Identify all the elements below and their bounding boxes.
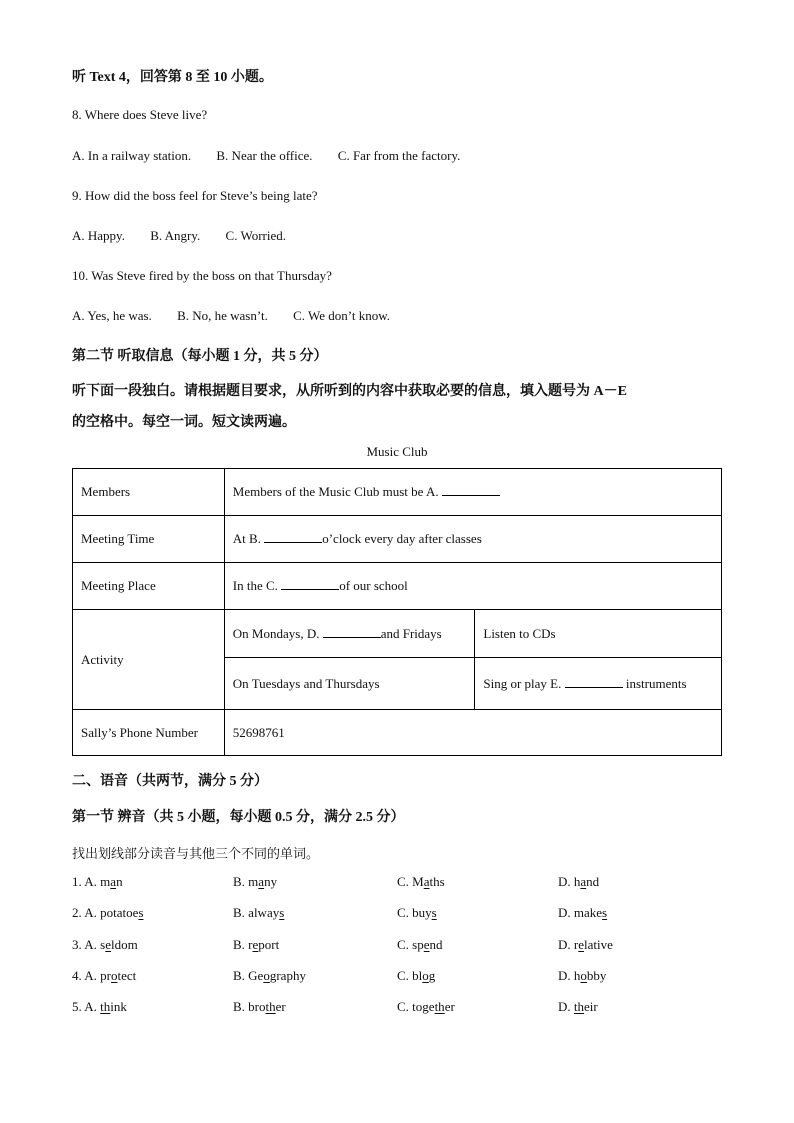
option-a <box>72 874 123 890</box>
word-part: toge <box>412 999 435 1014</box>
table-row <box>73 563 722 610</box>
word-part: s <box>100 937 106 952</box>
part2-instruction: 找出划线部分读音与其他三个不同的单词。 <box>72 846 320 861</box>
table-row <box>73 610 722 658</box>
blank-e[interactable] <box>565 676 623 688</box>
activity-2-detail: Sing or play E. instruments <box>475 658 722 710</box>
word-part: ths <box>429 874 445 889</box>
word-part: n <box>116 874 123 889</box>
time-label: Meeting Time <box>73 516 225 563</box>
blank-d[interactable] <box>323 626 381 638</box>
option-label: C. <box>397 937 413 952</box>
word-part: make <box>573 905 603 920</box>
option-d <box>558 905 607 921</box>
word-part: sp <box>412 937 424 952</box>
word-part: m <box>248 874 259 889</box>
option-d <box>558 968 606 984</box>
underlined-letters: e <box>578 937 585 952</box>
underlined-letters: th <box>265 999 276 1014</box>
question-8: 8. Where does Steve live? <box>72 107 208 122</box>
option-d <box>558 874 599 890</box>
option-b: B. Near the office. <box>216 148 313 163</box>
option-label: D. <box>558 905 574 920</box>
option-label: B. <box>233 937 249 952</box>
text4-heading: 听 Text 4，回答第 8 至 10 小题。 <box>72 70 273 85</box>
word-part: g <box>428 968 436 983</box>
activity-label: Activity <box>73 610 225 710</box>
option-a <box>72 937 138 953</box>
time-value: At B. o’clock every day after classes <box>224 516 721 563</box>
option-b <box>233 937 279 953</box>
option-label: D. <box>558 937 574 952</box>
option-c <box>397 937 443 953</box>
activity-2: On Tuesdays and Thursdays <box>224 658 475 710</box>
word-part: r <box>248 937 253 952</box>
section2-instruction-1: 听下面一段独白。请根据题目要求，从所听到的内容中获取必要的信息，填入题号为 A－E <box>72 384 627 399</box>
underlined-letters: th <box>434 999 445 1014</box>
option-label: 2. A. <box>72 905 101 920</box>
word-part: ldom <box>111 937 138 952</box>
underlined-letters: th <box>573 999 585 1014</box>
option-b <box>233 968 306 984</box>
option-label: 5. A. <box>72 999 101 1014</box>
option-b <box>233 874 277 890</box>
option-label: D. <box>558 874 574 889</box>
option-label: 3. A. <box>72 937 101 952</box>
option-label: D. <box>558 999 574 1014</box>
option-a: A. Yes, he was. <box>72 308 152 323</box>
underlined-letters: s <box>602 905 608 920</box>
word-part: ny <box>264 874 278 889</box>
phone-label: Sally’s Phone Number <box>73 710 225 756</box>
option-label: B. <box>233 905 249 920</box>
blank-a[interactable] <box>442 484 500 496</box>
music-club-table <box>72 468 722 756</box>
question-10-options <box>72 308 390 324</box>
option-label: B. <box>233 968 249 983</box>
place-value: In the C. of our school <box>224 563 721 610</box>
word-part: m <box>100 874 111 889</box>
option-b <box>233 999 286 1015</box>
table-row <box>73 469 722 516</box>
option-a <box>72 905 144 921</box>
word-part: er <box>275 999 286 1014</box>
question-8-options <box>72 148 460 164</box>
option-c: C. Worried. <box>225 228 286 243</box>
members-label: Members <box>73 469 225 516</box>
list-item <box>72 999 722 1019</box>
list-item <box>72 874 722 894</box>
option-a: A. In a railway station. <box>72 148 192 163</box>
table-title: Music Club <box>366 444 428 459</box>
option-c <box>397 968 435 984</box>
option-label: B. <box>233 999 249 1014</box>
table-row <box>73 710 722 756</box>
option-a <box>72 999 127 1015</box>
option-d <box>558 999 598 1015</box>
part2-subheading: 第一节 辨音（共 5 小题，每小题 0.5 分，满分 2.5 分） <box>72 810 405 825</box>
option-a: A. Happy. <box>72 228 125 243</box>
phone-value: 52698761 <box>224 710 721 756</box>
option-b: B. Angry. <box>150 228 201 243</box>
activity-1: On Mondays, D. and Fridays <box>224 610 475 658</box>
list-item <box>72 937 722 957</box>
underlined-letters: o <box>580 968 587 983</box>
option-label: 1. A. <box>72 874 101 889</box>
word-part: ink <box>110 999 127 1014</box>
underlined-letters: th <box>100 999 111 1014</box>
option-c <box>397 874 445 890</box>
option-label: C. <box>397 968 413 983</box>
underlined-letters: a <box>423 874 430 889</box>
underlined-letters: e <box>423 937 430 952</box>
underlined-letters: s <box>138 905 144 920</box>
question-9: 9. How did the boss feel for Steve’s being late? <box>72 188 318 203</box>
word-part: port <box>258 937 280 952</box>
word-part: r <box>573 937 579 952</box>
word-part: buy <box>412 905 432 920</box>
question-10: 10. Was Steve fired by the boss on that Thursday? <box>72 268 332 283</box>
word-part: nd <box>429 937 443 952</box>
option-label: 4. A. <box>72 968 101 983</box>
underlined-letters: o <box>263 968 270 983</box>
list-item <box>72 968 722 988</box>
underlined-letters: a <box>258 874 265 889</box>
part2-heading: 二、语音（共两节，满分 5 分） <box>72 774 268 789</box>
word-part: nd <box>586 874 600 889</box>
option-c <box>397 999 455 1015</box>
option-label: C. <box>397 874 413 889</box>
option-label: C. <box>397 905 413 920</box>
blank-c[interactable] <box>281 578 339 590</box>
word-part: Ge <box>248 968 264 983</box>
option-b: B. No, he wasn’t. <box>177 308 268 323</box>
underlined-letters: s <box>279 905 285 920</box>
option-label: C. <box>397 999 413 1014</box>
word-part: h <box>573 968 581 983</box>
word-part: tect <box>117 968 137 983</box>
underlined-letters: a <box>580 874 587 889</box>
list-item <box>72 905 722 925</box>
option-label: B. <box>233 874 249 889</box>
blank-b[interactable] <box>264 531 322 543</box>
word-part: h <box>573 874 581 889</box>
section2-instruction-2: 的空格中。每空一词。短文读两遍。 <box>72 415 296 430</box>
place-label: Meeting Place <box>73 563 225 610</box>
activity-1-detail: Listen to CDs <box>475 610 722 658</box>
underlined-letters: o <box>422 968 429 983</box>
section2-heading: 第二节 听取信息（每小题 1 分，共 5 分） <box>72 349 328 364</box>
underlined-letters: s <box>431 905 437 920</box>
word-part: bl <box>412 968 423 983</box>
option-c: C. We don’t know. <box>293 308 391 323</box>
word-part: bro <box>248 999 266 1014</box>
members-value: Members of the Music Club must be A. <box>224 469 721 516</box>
word-part: graphy <box>269 968 306 983</box>
option-label: D. <box>558 968 574 983</box>
underlined-letters: e <box>105 937 112 952</box>
option-a <box>72 968 136 984</box>
table-row <box>73 516 722 563</box>
word-part: bby <box>586 968 607 983</box>
word-part: eir <box>584 999 598 1014</box>
word-part: potatoe <box>100 905 139 920</box>
word-part: alway <box>248 905 280 920</box>
word-part: pr <box>100 968 112 983</box>
question-9-options <box>72 228 286 244</box>
underlined-letters: o <box>111 968 118 983</box>
option-b <box>233 905 284 921</box>
underlined-letters: a <box>110 874 117 889</box>
underlined-letters: e <box>252 937 259 952</box>
word-part: M <box>412 874 424 889</box>
word-part: er <box>444 999 455 1014</box>
option-c <box>397 905 437 921</box>
option-c: C. Far from the factory. <box>337 148 461 163</box>
option-d <box>558 937 613 953</box>
word-part: lative <box>584 937 613 952</box>
